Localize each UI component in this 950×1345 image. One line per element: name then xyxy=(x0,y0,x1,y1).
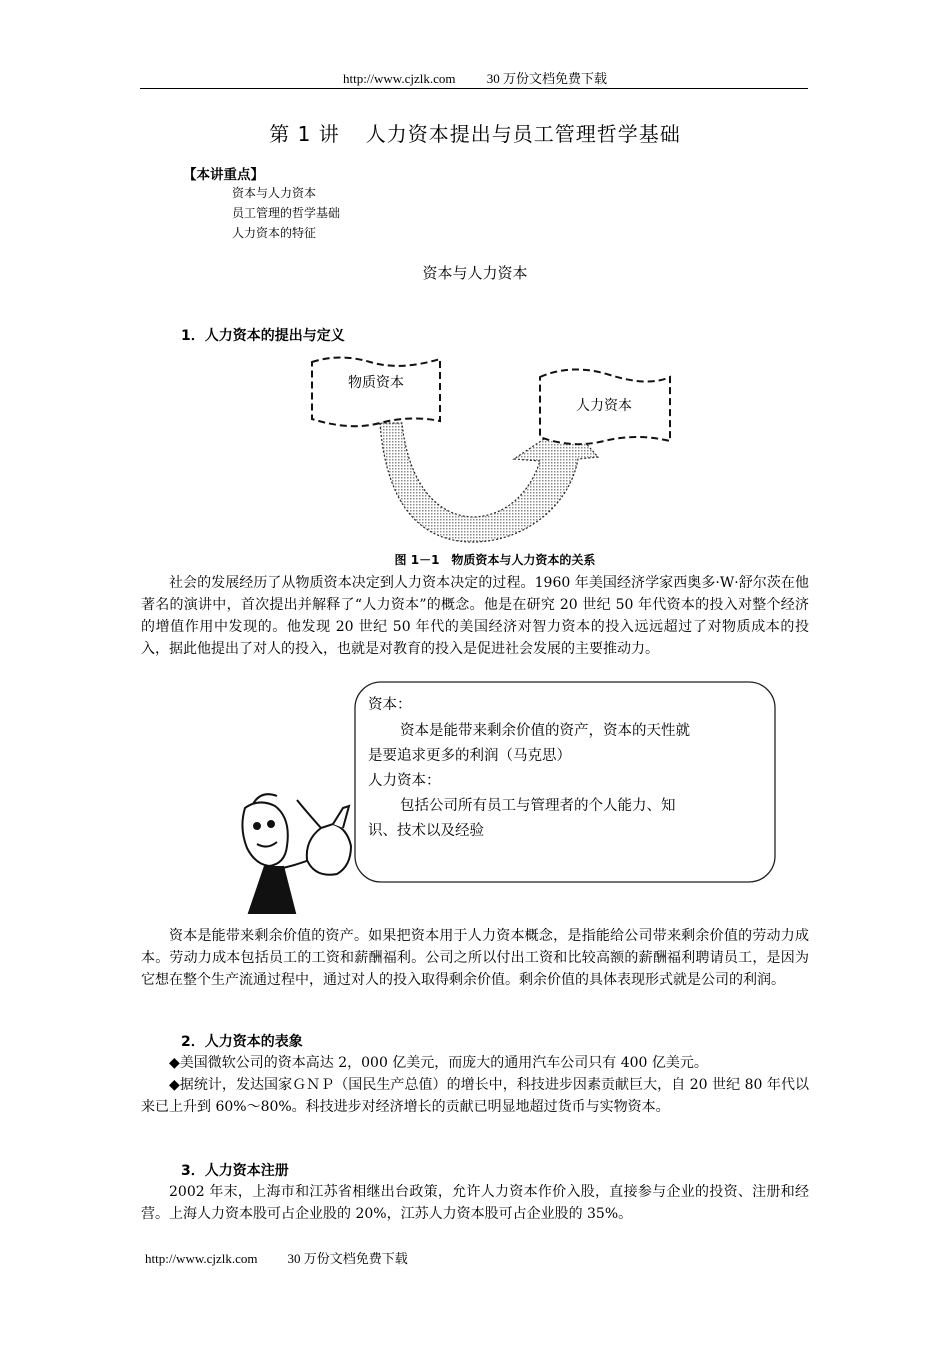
page-title xyxy=(0,118,950,147)
capital-relation-figure xyxy=(290,345,690,545)
callout-label-human-capital: 人力资本： xyxy=(368,773,441,789)
flag-label-physical: 物质资本 xyxy=(348,375,404,391)
footer-url[interactable]: http://www.cjzlk.com xyxy=(145,1251,258,1266)
flag-label-human: 人力资本 xyxy=(576,398,632,414)
bullet-item: ◆据统计，发达国家ＧＮＰ（国民生产总值）的增长中，科技进步因素贡献巨大，自 20 世纪 80 年代以来已上升到 60%～80%。科技进步对经济增长的贡献已明显地超过货币与实物资本。 xyxy=(141,1077,809,1115)
lecture-number: 第 1 讲 xyxy=(269,122,340,146)
key-point-item: 资本与人力资本 xyxy=(232,186,317,200)
physical-capital-flag-icon xyxy=(312,358,440,427)
page-header xyxy=(0,68,950,87)
key-points-heading: 【本讲重点】 xyxy=(183,167,264,183)
figure-caption: 图 1－1 物质资本与人力资本的关系 xyxy=(394,553,596,567)
section-title: 资本与人力资本 xyxy=(422,264,528,282)
section-3-heading: 3．人力资本注册 xyxy=(181,1163,289,1179)
callout-line: 是要追求更多的利润（马克思） xyxy=(368,748,571,764)
header-url[interactable]: http://www.cjzlk.com xyxy=(342,71,456,86)
header-tagline: 30 万份文档免费下载 xyxy=(486,71,608,86)
paragraph-1: 社会的发展经历了从物质资本决定到人力资本决定的过程。1960 年美国经济学家西奥多·W·舒尔茨在他著名的演讲中，首次提出并解释了“人力资本”的概念。他是在研究 20 世纪 50 年代资本的投入对整个经济的增值作用中发现的。他发现 20 世纪 50 年代的美国经济对智力资本的投入远远超过了对物质成本的投入，据此他提出了对人的投入，也就是对教育的投入是促进社会发展的主要推动力。 xyxy=(141,575,809,657)
callout-line: 识、技术以及经验 xyxy=(368,823,484,839)
section-1-heading: 1．人力资本的提出与定义 xyxy=(181,328,345,344)
callout-label-capital: 资本： xyxy=(368,697,412,713)
callout-line: 包括公司所有员工与管理者的个人能力、知 xyxy=(400,798,676,814)
callout-line: 资本是能带来剩余价值的资产，资本的天性就 xyxy=(400,723,690,739)
header-rule xyxy=(140,88,808,89)
bullet-item: ◆美国微软公司的资本高达 2，000 亿美元，而庞大的通用汽车公司只有 400 亿美元。 xyxy=(169,1055,708,1071)
key-point-item: 员工管理的哲学基础 xyxy=(232,206,341,220)
pointing-man-icon xyxy=(242,794,351,913)
paragraph-2: 资本是能带来剩余价值的资产。如果把资本用于人力资本概念，是指能给公司带来剩余价值的劳动力成本。劳动力成本包括员工的工资和薪酬福利。公司之所以付出工资和比较高额的薪酬福利聘请员工，是因为它想在整个生产流通过程中，通过对人的投入取得剩余价值。剩余价值的具体表现形式就是公司的利润。 xyxy=(141,928,809,988)
key-point-item: 人力资本的特征 xyxy=(232,226,317,240)
footer-tagline: 30 万份文档免费下载 xyxy=(287,1251,408,1266)
paragraph-3: 2002 年末，上海市和江苏省相继出台政策，允许人力资本作价入股，直接参与企业的投资、注册和经营。上海人力资本股可占企业股的 20%，江苏人力资本股可占企业股的 35%。 xyxy=(141,1184,809,1222)
section-2-heading: 2．人力资本的表象 xyxy=(181,1034,303,1050)
lecture-title: 人力资本提出与员工管理哲学基础 xyxy=(365,122,681,146)
page-footer xyxy=(145,1248,408,1267)
